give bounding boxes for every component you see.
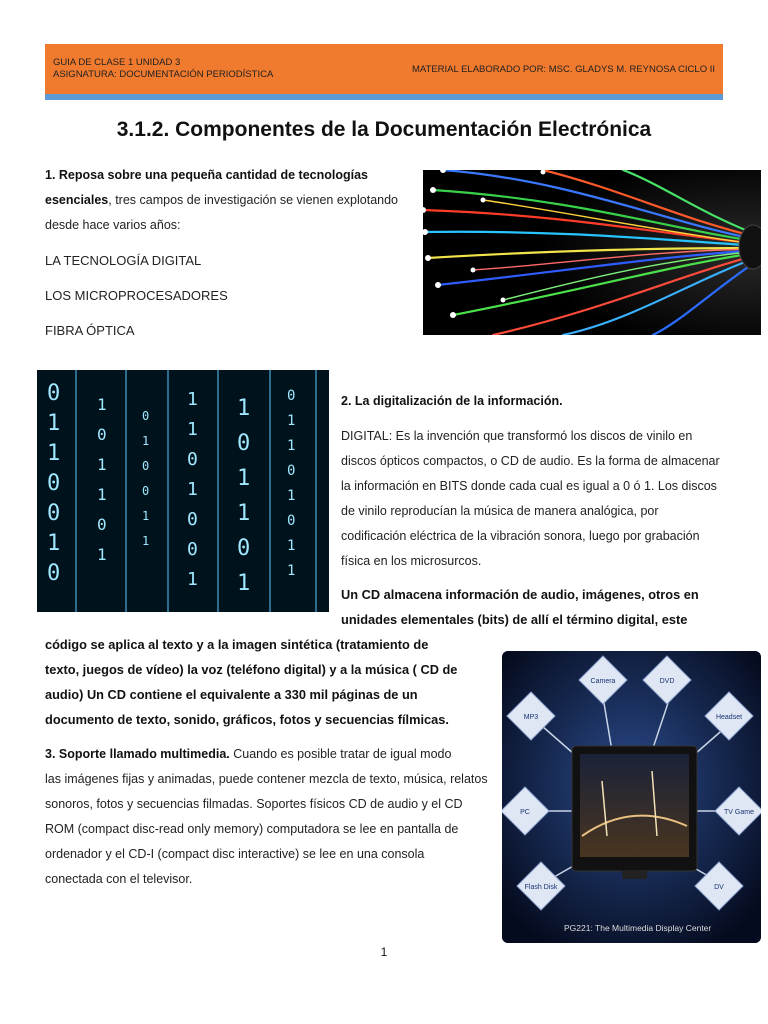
svg-text:0: 0 [287,388,296,404]
mm-label-dvd: DVD [659,678,675,685]
svg-text:1: 1 [47,441,61,466]
svg-text:1: 1 [287,538,296,554]
mm-label-camera: Camera [590,678,616,685]
svg-text:1: 1 [287,413,296,429]
mm-label-pc: PC [520,809,530,816]
section1-lead-line3: desde hace varios años: [45,218,181,232]
section2-heading: 2. La digitalización de la información. [341,394,563,408]
fiber-optic-illustration [423,170,761,335]
svg-text:1: 1 [142,434,150,448]
header-bar [45,44,723,94]
mm-label-mp3: MP3 [523,714,539,721]
multimedia-caption: PG221: The Multimedia Display Center [564,923,712,933]
section2-digital-text [341,424,736,574]
fiber-optic-image [423,170,761,335]
digital-line-4: de vinilo reproducían la música de manera analógica, por [341,504,659,518]
section1-lead-line2 [45,188,405,213]
page-number: 1 [380,945,388,959]
digital-line-5: codificación eléctrica de la vibración sonora, luego por grabación [341,529,700,543]
section1-lead-rest: , tres campos de investigación se vienen explotando [108,193,399,207]
header-subject: ASIGNATURA: DOCUMENTACIÓN PERIODÍSTICA [53,69,274,80]
header-stripe [45,94,723,100]
mm-label-tvgame: TV Game [724,809,754,816]
section1-lead-bold: 1. Reposa sobre una pequeña cantidad de tecnologías [45,168,368,182]
svg-text:1: 1 [187,389,198,410]
svg-text:0: 0 [287,463,296,479]
svg-text:1: 1 [97,455,107,474]
mm-label-flash: Flash Disk [524,884,558,891]
header-guide: GUIA DE CLASE 1 UNIDAD 3 [53,57,181,68]
tech-item-2: LOS MICROPROCESADORES [45,288,228,303]
svg-text:1: 1 [97,545,107,564]
header-author: MATERIAL ELABORADO POR: MSC. GLADYS M. REYNOSA CICLO II [411,64,715,75]
svg-text:1: 1 [287,438,296,454]
tech-item-3: FIBRA ÓPTICA [45,323,135,338]
svg-text:1: 1 [142,509,150,523]
section3-line-6: conectada con el televisor. [45,872,193,886]
digital-line-1: DIGITAL: Es la invención que transformó los discos de vinilo en [341,429,693,443]
svg-text:0: 0 [187,449,198,470]
svg-text:1: 1 [187,479,198,500]
section3-text [45,742,495,892]
svg-text:0: 0 [142,409,150,423]
digital-line-3: la información en BITS donde cada cual es igual a 0 ó 1. Los discos [341,479,717,493]
digital-line-2: discos ópticos compactos, o CD de audio. Es la forma de almacenar [341,454,720,468]
svg-text:1: 1 [287,563,296,579]
svg-text:1: 1 [47,531,61,556]
svg-text:1: 1 [47,411,61,436]
svg-text:0: 0 [287,513,296,529]
section1-lead-bold2: esenciales [45,193,109,207]
section3-heading: 3. Soporte llamado multimedia. [45,747,230,761]
section3-first-rest: Cuando es posible tratar de igual modo [229,747,452,761]
cd-line-4: texto, juegos de vídeo) la voz (teléfono digital) y a la música ( CD de [45,662,458,677]
svg-text:1: 1 [187,419,198,440]
svg-text:0: 0 [237,431,251,456]
cd-text-top [341,582,741,632]
section3-line-1 [45,742,495,767]
section3-line-4: ROM (compact disc-read only memory) computadora se lee en pantalla de [45,822,459,836]
page-title: 3.1.2. Componentes de la Documentación Electrónica [116,118,652,141]
cd-line-3: código se aplica al texto y a la imagen sintética (tratamiento de [45,637,429,652]
digital-line-6: física en los microsurcos. [341,554,482,568]
cd-line-1: Un CD almacena información de audio, imágenes, otros en [341,587,699,602]
binary-code-illustration [37,370,329,612]
multimedia-illustration [502,651,761,943]
mm-label-dv: DV [714,884,724,891]
svg-text:0: 0 [187,509,198,530]
cd-line-6: documento de texto, sonido, gráficos, fotos y secuencias fílmicas. [45,712,449,727]
svg-text:1: 1 [237,571,251,596]
svg-text:0: 0 [142,459,150,473]
svg-text:0: 0 [47,381,61,406]
svg-text:1: 1 [97,485,107,504]
svg-text:0: 0 [142,484,150,498]
digital-matrix-image [37,370,329,612]
svg-text:1: 1 [142,534,150,548]
svg-text:0: 0 [47,501,61,526]
svg-text:1: 1 [237,396,251,421]
multimedia-image [502,651,761,943]
svg-text:1: 1 [187,569,198,590]
svg-text:1: 1 [237,501,251,526]
svg-text:0: 0 [47,471,61,496]
tech-item-1: LA TECNOLOGÍA DIGITAL [45,253,202,268]
svg-text:1: 1 [237,466,251,491]
svg-text:1: 1 [97,395,107,414]
svg-text:0: 0 [97,515,107,534]
svg-text:0: 0 [97,425,107,444]
section3-line-3: sonoros, fotos y secuencias filmadas. Soportes físicos CD de audio y el CD [45,797,463,811]
svg-text:1: 1 [287,488,296,504]
section1-text [45,163,405,238]
svg-text:0: 0 [47,561,61,586]
cd-line-2: unidades elementales (bits) de allí el término digital, este [341,612,688,627]
cd-line-5: audio) Un CD contiene el equivalente a 330 mil páginas de un [45,687,418,702]
cd-text-bottom [45,632,495,732]
svg-text:0: 0 [187,539,198,560]
section3-line-2: las imágenes fijas y animadas, puede contener mezcla de texto, música, relatos [45,772,488,786]
svg-text:0: 0 [237,536,251,561]
header-left [53,57,273,81]
section3-line-5: ordenador y el CD-I (compact disc interactive) se lee en una consola [45,847,425,861]
mm-label-headset: Headset [715,714,743,721]
